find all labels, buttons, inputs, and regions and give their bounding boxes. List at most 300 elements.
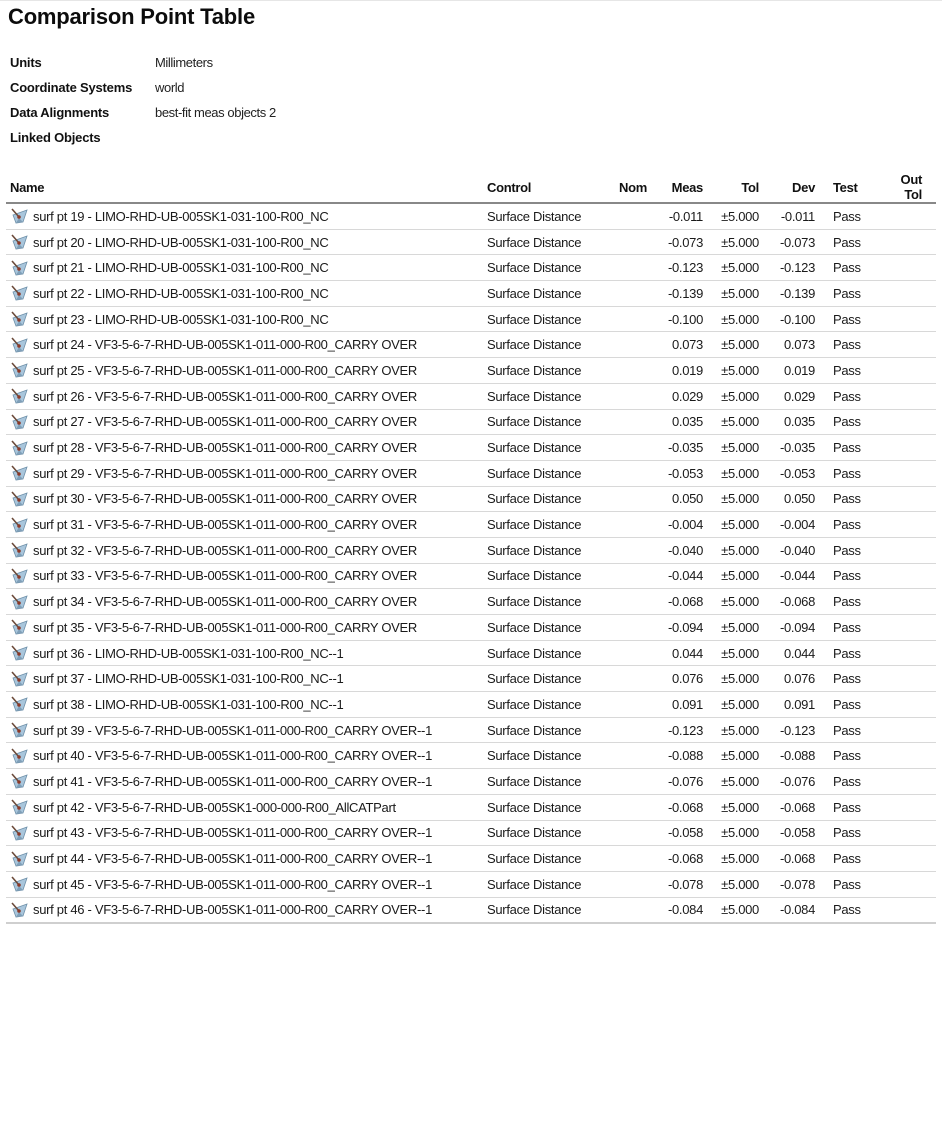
table-row[interactable] (6, 666, 936, 692)
cell-name (6, 306, 483, 332)
surface-point-icon (10, 490, 30, 508)
surface-point-icon (10, 207, 30, 225)
cell-meas: -0.088 (651, 743, 707, 769)
cell-test-status: Pass (819, 897, 881, 923)
point-name: surf pt 28 - VF3-5-6-7-RHD-UB-005SK1-011-000-R00_CARRY OVER (33, 440, 418, 456)
cell-dev: 0.073 (763, 332, 819, 358)
cell-test-status: Pass (819, 820, 881, 846)
cell-nom (605, 358, 651, 384)
table-header-row (6, 172, 936, 203)
cell-out-tol (881, 409, 936, 435)
cell-out-tol (881, 435, 936, 461)
cell-name (6, 692, 483, 718)
surface-point-icon (10, 464, 30, 482)
table-row[interactable] (6, 769, 936, 795)
cell-meas: 0.019 (651, 358, 707, 384)
cell-nom (605, 640, 651, 666)
table-row[interactable] (6, 435, 936, 461)
cell-test-status: Pass (819, 255, 881, 281)
cell-out-tol (881, 717, 936, 743)
cell-control: Surface Distance (483, 615, 605, 641)
cell-meas: 0.029 (651, 383, 707, 409)
cell-tol: ±5.000 (707, 871, 763, 897)
cell-control: Surface Distance (483, 409, 605, 435)
cell-nom (605, 692, 651, 718)
meta-value: best-fit meas objects 2 (155, 105, 276, 120)
cell-tol: ±5.000 (707, 692, 763, 718)
meta-row-units (10, 50, 276, 75)
cell-nom (605, 306, 651, 332)
cell-out-tol (881, 537, 936, 563)
table-row[interactable] (6, 846, 936, 872)
cell-name (6, 486, 483, 512)
cell-control: Surface Distance (483, 563, 605, 589)
cell-test-status: Pass (819, 409, 881, 435)
cell-dev: 0.029 (763, 383, 819, 409)
cell-dev: -0.084 (763, 897, 819, 923)
cell-name (6, 435, 483, 461)
cell-nom (605, 332, 651, 358)
cell-out-tol (881, 203, 936, 229)
cell-nom (605, 589, 651, 615)
column-header-control: Control (483, 172, 605, 203)
cell-tol: ±5.000 (707, 537, 763, 563)
point-name: surf pt 27 - VF3-5-6-7-RHD-UB-005SK1-011-000-R00_CARRY OVER (33, 414, 418, 430)
surface-point-icon (10, 644, 30, 662)
cell-nom (605, 794, 651, 820)
cell-dev: -0.076 (763, 769, 819, 795)
cell-name (6, 871, 483, 897)
cell-meas: -0.084 (651, 897, 707, 923)
cell-control: Surface Distance (483, 435, 605, 461)
cell-dev: 0.091 (763, 692, 819, 718)
point-name: surf pt 22 - LIMO-RHD-UB-005SK1-031-100-R00_NC (33, 285, 329, 301)
cell-meas: -0.076 (651, 769, 707, 795)
cell-control: Surface Distance (483, 537, 605, 563)
table-row[interactable] (6, 743, 936, 769)
cell-nom (605, 846, 651, 872)
cell-meas: -0.068 (651, 794, 707, 820)
point-name: surf pt 36 - LIMO-RHD-UB-005SK1-031-100-R00_NC--1 (33, 645, 344, 661)
point-name: surf pt 40 - VF3-5-6-7-RHD-UB-005SK1-011-000-R00_CARRY OVER--1 (33, 748, 433, 764)
cell-control: Surface Distance (483, 255, 605, 281)
meta-label: Units (10, 55, 42, 70)
column-header-tol: Tol (707, 172, 763, 203)
surface-point-icon (10, 413, 30, 431)
table-row[interactable] (6, 589, 936, 615)
cell-control: Surface Distance (483, 666, 605, 692)
point-name: surf pt 29 - VF3-5-6-7-RHD-UB-005SK1-011-000-R00_CARRY OVER (33, 465, 418, 481)
surface-point-icon (10, 824, 30, 842)
cell-control: Surface Distance (483, 229, 605, 255)
cell-control: Surface Distance (483, 589, 605, 615)
cell-test-status: Pass (819, 769, 881, 795)
cell-tol: ±5.000 (707, 435, 763, 461)
cell-name (6, 537, 483, 563)
cell-nom (605, 563, 651, 589)
cell-control: Surface Distance (483, 306, 605, 332)
cell-out-tol (881, 229, 936, 255)
cell-dev: 0.035 (763, 409, 819, 435)
cell-dev: -0.123 (763, 717, 819, 743)
cell-tol: ±5.000 (707, 563, 763, 589)
cell-tol: ±5.000 (707, 306, 763, 332)
cell-name (6, 846, 483, 872)
cell-test-status: Pass (819, 435, 881, 461)
cell-name (6, 358, 483, 384)
cell-meas: -0.035 (651, 435, 707, 461)
table-row[interactable] (6, 820, 936, 846)
cell-control: Surface Distance (483, 281, 605, 307)
surface-point-icon (10, 901, 30, 919)
surface-point-icon (10, 259, 30, 277)
cell-meas: -0.053 (651, 460, 707, 486)
cell-out-tol (881, 871, 936, 897)
table-row[interactable] (6, 794, 936, 820)
point-name: surf pt 26 - VF3-5-6-7-RHD-UB-005SK1-011-000-R00_CARRY OVER (33, 388, 418, 404)
surface-point-icon (10, 361, 30, 379)
cell-tol: ±5.000 (707, 846, 763, 872)
table-row[interactable] (6, 203, 936, 229)
table-row[interactable] (6, 383, 936, 409)
comparison-point-table (6, 172, 936, 924)
cell-nom (605, 255, 651, 281)
cell-name (6, 255, 483, 281)
cell-control: Surface Distance (483, 794, 605, 820)
cell-dev: -0.035 (763, 435, 819, 461)
cell-out-tol (881, 897, 936, 923)
cell-name (6, 229, 483, 255)
cell-dev: -0.040 (763, 537, 819, 563)
point-name: surf pt 20 - LIMO-RHD-UB-005SK1-031-100-R00_NC (33, 234, 329, 250)
surface-point-icon (10, 850, 30, 868)
cell-meas: -0.073 (651, 229, 707, 255)
cell-meas: -0.123 (651, 717, 707, 743)
cell-meas: -0.040 (651, 537, 707, 563)
column-header-nom: Nom (605, 172, 651, 203)
cell-name (6, 640, 483, 666)
surface-point-icon (10, 516, 30, 534)
cell-test-status: Pass (819, 640, 881, 666)
cell-test-status: Pass (819, 743, 881, 769)
surface-point-icon (10, 747, 30, 765)
point-name: surf pt 43 - VF3-5-6-7-RHD-UB-005SK1-011-000-R00_CARRY OVER--1 (33, 825, 433, 841)
cell-meas: -0.004 (651, 512, 707, 538)
point-name: surf pt 25 - VF3-5-6-7-RHD-UB-005SK1-011-000-R00_CARRY OVER (33, 362, 418, 378)
cell-tol: ±5.000 (707, 486, 763, 512)
point-name: surf pt 30 - VF3-5-6-7-RHD-UB-005SK1-011-000-R00_CARRY OVER (33, 491, 418, 507)
cell-tol: ±5.000 (707, 229, 763, 255)
point-name: surf pt 31 - VF3-5-6-7-RHD-UB-005SK1-011-000-R00_CARRY OVER (33, 517, 418, 533)
cell-nom (605, 486, 651, 512)
surface-point-icon (10, 541, 30, 559)
cell-control: Surface Distance (483, 820, 605, 846)
point-name: surf pt 32 - VF3-5-6-7-RHD-UB-005SK1-011-000-R00_CARRY OVER (33, 542, 418, 558)
cell-test-status: Pass (819, 358, 881, 384)
table-row[interactable] (6, 563, 936, 589)
cell-control: Surface Distance (483, 743, 605, 769)
cell-control: Surface Distance (483, 203, 605, 229)
cell-meas: -0.011 (651, 203, 707, 229)
cell-tol: ±5.000 (707, 255, 763, 281)
cell-dev: -0.139 (763, 281, 819, 307)
cell-nom (605, 229, 651, 255)
cell-tol: ±5.000 (707, 383, 763, 409)
cell-meas: -0.100 (651, 306, 707, 332)
cell-test-status: Pass (819, 846, 881, 872)
cell-nom (605, 203, 651, 229)
cell-out-tol (881, 563, 936, 589)
cell-dev: -0.068 (763, 846, 819, 872)
surface-point-icon (10, 798, 30, 816)
cell-nom (605, 769, 651, 795)
point-name: surf pt 24 - VF3-5-6-7-RHD-UB-005SK1-011-000-R00_CARRY OVER (33, 337, 418, 353)
cell-test-status: Pass (819, 460, 881, 486)
cell-meas: -0.044 (651, 563, 707, 589)
cell-control: Surface Distance (483, 460, 605, 486)
cell-out-tol (881, 512, 936, 538)
cell-test-status: Pass (819, 281, 881, 307)
cell-out-tol (881, 255, 936, 281)
point-name: surf pt 34 - VF3-5-6-7-RHD-UB-005SK1-011-000-R00_CARRY OVER (33, 594, 418, 610)
cell-control: Surface Distance (483, 871, 605, 897)
cell-dev: -0.004 (763, 512, 819, 538)
table-row[interactable] (6, 358, 936, 384)
cell-tol: ±5.000 (707, 589, 763, 615)
cell-test-status: Pass (819, 306, 881, 332)
cell-meas: 0.035 (651, 409, 707, 435)
point-name: surf pt 45 - VF3-5-6-7-RHD-UB-005SK1-011-000-R00_CARRY OVER--1 (33, 876, 433, 892)
table-row[interactable] (6, 229, 936, 255)
cell-dev: -0.053 (763, 460, 819, 486)
cell-nom (605, 871, 651, 897)
table-row[interactable] (6, 255, 936, 281)
cell-meas: 0.076 (651, 666, 707, 692)
table-row[interactable] (6, 460, 936, 486)
cell-name (6, 281, 483, 307)
cell-out-tol (881, 692, 936, 718)
cell-nom (605, 409, 651, 435)
cell-test-status: Pass (819, 794, 881, 820)
report-metadata (10, 50, 276, 150)
cell-control: Surface Distance (483, 769, 605, 795)
cell-test-status: Pass (819, 512, 881, 538)
surface-point-icon (10, 618, 30, 636)
cell-control: Surface Distance (483, 358, 605, 384)
cell-nom (605, 820, 651, 846)
cell-tol: ±5.000 (707, 460, 763, 486)
cell-nom (605, 281, 651, 307)
cell-tol: ±5.000 (707, 794, 763, 820)
cell-control: Surface Distance (483, 717, 605, 743)
cell-dev: -0.068 (763, 589, 819, 615)
cell-out-tol (881, 358, 936, 384)
cell-name (6, 794, 483, 820)
surface-point-icon (10, 695, 30, 713)
point-name: surf pt 44 - VF3-5-6-7-RHD-UB-005SK1-011-000-R00_CARRY OVER--1 (33, 851, 433, 867)
cell-tol: ±5.000 (707, 769, 763, 795)
surface-point-icon (10, 336, 30, 354)
surface-point-icon (10, 721, 30, 739)
cell-out-tol (881, 281, 936, 307)
cell-meas: 0.091 (651, 692, 707, 718)
cell-out-tol (881, 332, 936, 358)
meta-value: world (155, 80, 185, 95)
table-row[interactable] (6, 897, 936, 923)
column-header-test: Test (819, 172, 881, 203)
cell-name (6, 383, 483, 409)
cell-test-status: Pass (819, 203, 881, 229)
surface-point-icon (10, 670, 30, 688)
column-header-dev: Dev (763, 172, 819, 203)
point-name: surf pt 39 - VF3-5-6-7-RHD-UB-005SK1-011-000-R00_CARRY OVER--1 (33, 722, 433, 738)
page-title: Comparison Point Table (8, 4, 255, 29)
surface-point-icon (10, 284, 30, 302)
point-name: surf pt 23 - LIMO-RHD-UB-005SK1-031-100-R00_NC (33, 311, 329, 327)
surface-point-icon (10, 439, 30, 457)
cell-test-status: Pass (819, 589, 881, 615)
cell-control: Surface Distance (483, 512, 605, 538)
cell-control: Surface Distance (483, 332, 605, 358)
cell-nom (605, 717, 651, 743)
table-row[interactable] (6, 537, 936, 563)
table-row[interactable] (6, 512, 936, 538)
cell-nom (605, 743, 651, 769)
surface-point-icon (10, 233, 30, 251)
cell-tol: ±5.000 (707, 820, 763, 846)
cell-tol: ±5.000 (707, 332, 763, 358)
cell-dev: 0.019 (763, 358, 819, 384)
point-name: surf pt 38 - LIMO-RHD-UB-005SK1-031-100-R00_NC--1 (33, 696, 344, 712)
cell-dev: -0.058 (763, 820, 819, 846)
cell-test-status: Pass (819, 692, 881, 718)
cell-meas: -0.068 (651, 589, 707, 615)
meta-value: Millimeters (155, 55, 213, 70)
meta-label: Linked Objects (10, 130, 101, 145)
cell-test-status: Pass (819, 229, 881, 255)
cell-out-tol (881, 460, 936, 486)
table-row[interactable] (6, 692, 936, 718)
cell-dev: -0.011 (763, 203, 819, 229)
cell-name (6, 717, 483, 743)
point-name: surf pt 42 - VF3-5-6-7-RHD-UB-005SK1-000-000-R00_AllCATPart (33, 799, 396, 815)
cell-tol: ±5.000 (707, 358, 763, 384)
cell-name (6, 512, 483, 538)
cell-name (6, 203, 483, 229)
page-top-border (0, 0, 942, 1)
cell-tol: ±5.000 (707, 717, 763, 743)
meta-row-coordinate-systems (10, 75, 276, 100)
cell-nom (605, 897, 651, 923)
cell-meas: -0.094 (651, 615, 707, 641)
table-row[interactable] (6, 409, 936, 435)
cell-dev: 0.050 (763, 486, 819, 512)
cell-out-tol (881, 666, 936, 692)
meta-row-linked-objects (10, 125, 276, 150)
cell-control: Surface Distance (483, 897, 605, 923)
table-row[interactable] (6, 281, 936, 307)
point-name: surf pt 35 - VF3-5-6-7-RHD-UB-005SK1-011-000-R00_CARRY OVER (33, 619, 418, 635)
cell-control: Surface Distance (483, 692, 605, 718)
cell-meas: 0.073 (651, 332, 707, 358)
cell-out-tol (881, 794, 936, 820)
cell-test-status: Pass (819, 717, 881, 743)
cell-tol: ±5.000 (707, 640, 763, 666)
surface-point-icon (10, 387, 30, 405)
cell-dev: -0.068 (763, 794, 819, 820)
cell-out-tol (881, 743, 936, 769)
point-name: surf pt 21 - LIMO-RHD-UB-005SK1-031-100-R00_NC (33, 260, 329, 276)
cell-meas: -0.068 (651, 846, 707, 872)
cell-nom (605, 537, 651, 563)
cell-control: Surface Distance (483, 640, 605, 666)
cell-nom (605, 460, 651, 486)
table-row[interactable] (6, 615, 936, 641)
table-row[interactable] (6, 717, 936, 743)
cell-meas: 0.044 (651, 640, 707, 666)
cell-nom (605, 615, 651, 641)
cell-test-status: Pass (819, 563, 881, 589)
cell-name (6, 460, 483, 486)
cell-dev: -0.078 (763, 871, 819, 897)
cell-out-tol (881, 383, 936, 409)
cell-test-status: Pass (819, 615, 881, 641)
cell-name (6, 409, 483, 435)
point-name: surf pt 41 - VF3-5-6-7-RHD-UB-005SK1-011-000-R00_CARRY OVER--1 (33, 773, 433, 789)
cell-name (6, 666, 483, 692)
cell-name (6, 589, 483, 615)
cell-name (6, 615, 483, 641)
table-row[interactable] (6, 306, 936, 332)
surface-point-icon (10, 875, 30, 893)
cell-out-tol (881, 615, 936, 641)
cell-control: Surface Distance (483, 486, 605, 512)
cell-dev: -0.044 (763, 563, 819, 589)
surface-point-icon (10, 593, 30, 611)
cell-nom (605, 435, 651, 461)
table-row[interactable] (6, 332, 936, 358)
table-row[interactable] (6, 486, 936, 512)
cell-meas: -0.123 (651, 255, 707, 281)
cell-tol: ±5.000 (707, 512, 763, 538)
meta-row-data-alignments (10, 100, 276, 125)
cell-meas: -0.058 (651, 820, 707, 846)
cell-out-tol (881, 640, 936, 666)
cell-name (6, 820, 483, 846)
cell-name (6, 332, 483, 358)
table-row[interactable] (6, 640, 936, 666)
cell-test-status: Pass (819, 383, 881, 409)
cell-test-status: Pass (819, 666, 881, 692)
surface-point-icon (10, 772, 30, 790)
cell-dev: -0.123 (763, 255, 819, 281)
cell-name (6, 897, 483, 923)
cell-tol: ±5.000 (707, 897, 763, 923)
cell-test-status: Pass (819, 871, 881, 897)
cell-dev: -0.100 (763, 306, 819, 332)
column-header-out-tol: Out Tol (881, 172, 936, 203)
column-header-name: Name (6, 172, 483, 203)
cell-dev: -0.073 (763, 229, 819, 255)
cell-out-tol (881, 589, 936, 615)
cell-tol: ±5.000 (707, 666, 763, 692)
cell-test-status: Pass (819, 537, 881, 563)
cell-meas: -0.139 (651, 281, 707, 307)
table-row[interactable] (6, 871, 936, 897)
cell-control: Surface Distance (483, 846, 605, 872)
cell-out-tol (881, 820, 936, 846)
cell-tol: ±5.000 (707, 203, 763, 229)
